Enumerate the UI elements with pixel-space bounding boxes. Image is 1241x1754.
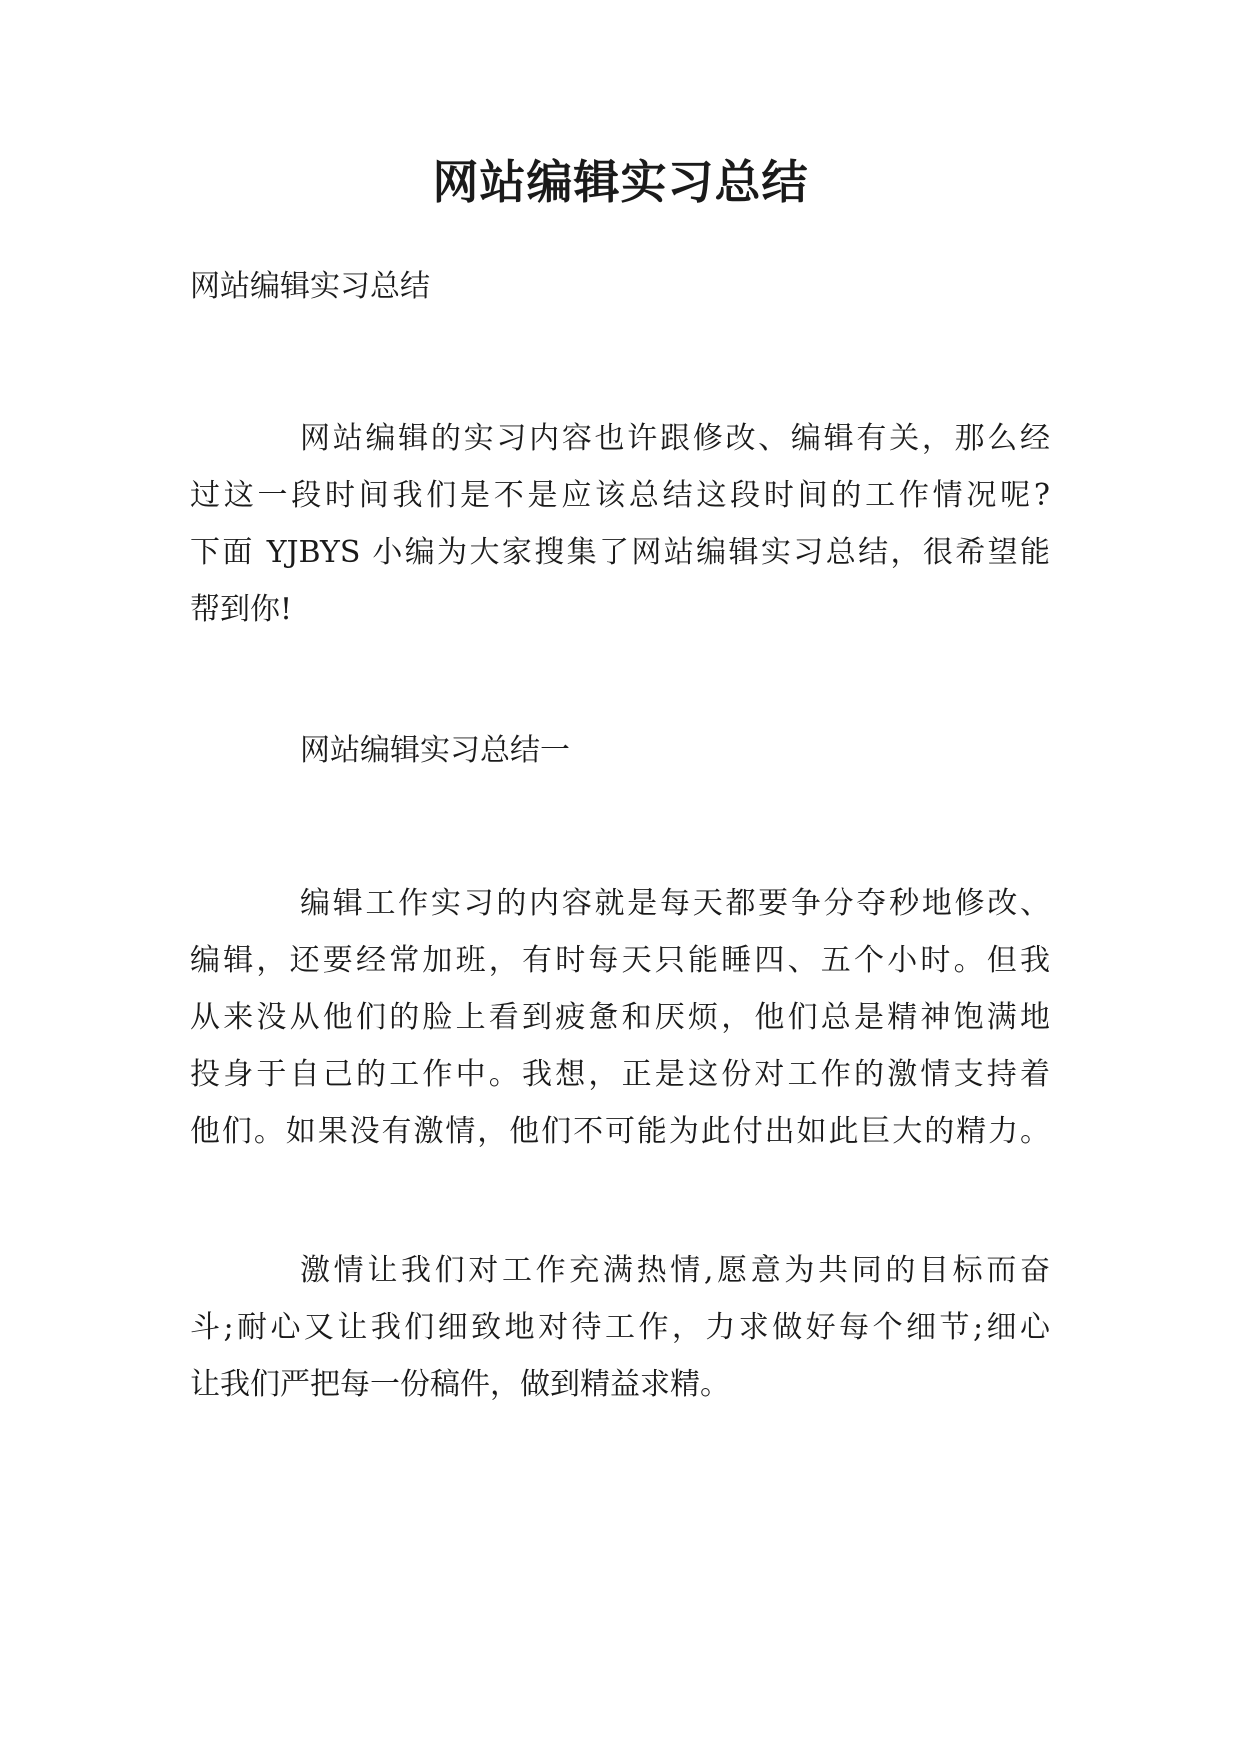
paragraph-line: 下面 YJBYS 小编为大家搜集了网站编辑实习总结，很希望能: [190, 535, 1050, 570]
paragraph-line: 网站编辑的实习内容也许跟修改、编辑有关，那么经: [300, 421, 1050, 456]
paragraph-line: 斗;耐心又让我们细致地对待工作，力求做好每个细节;细心: [190, 1310, 1050, 1345]
intro-paragraph: [190, 410, 1050, 638]
paragraph-line: 帮到你!: [190, 592, 293, 627]
paragraph-line: 从来没从他们的脸上看到疲惫和厌烦，他们总是精神饱满地: [190, 1000, 1050, 1035]
paragraph-line: 过这一段时间我们是不是应该总结这段时间的工作情况呢?: [190, 478, 1050, 513]
section-heading: 网站编辑实习总结一: [300, 733, 570, 768]
paragraph-line: 让我们严把每一份稿件，做到精益求精。: [190, 1367, 730, 1402]
paragraph-1: [190, 875, 1050, 1160]
paragraph-2: [190, 1242, 1050, 1413]
paragraph-line: 编辑工作实习的内容就是每天都要争分夺秒地修改、: [300, 886, 1050, 921]
document-subtitle: 网站编辑实习总结: [190, 269, 430, 304]
paragraph-line: 编辑，还要经常加班，有时每天只能睡四、五个小时。但我: [190, 943, 1050, 978]
paragraph-line: 激情让我们对工作充满热情,愿意为共同的目标而奋: [300, 1253, 1050, 1288]
paragraph-line: 他们。如果没有激情，他们不可能为此付出如此巨大的精力。: [190, 1114, 1050, 1149]
paragraph-line: 投身于自己的工作中。我想，正是这份对工作的激情支持着: [190, 1057, 1050, 1092]
document-title: 网站编辑实习总结: [432, 155, 809, 209]
section-heading-block: [190, 722, 1050, 779]
document-subtitle-block: [190, 258, 1050, 315]
